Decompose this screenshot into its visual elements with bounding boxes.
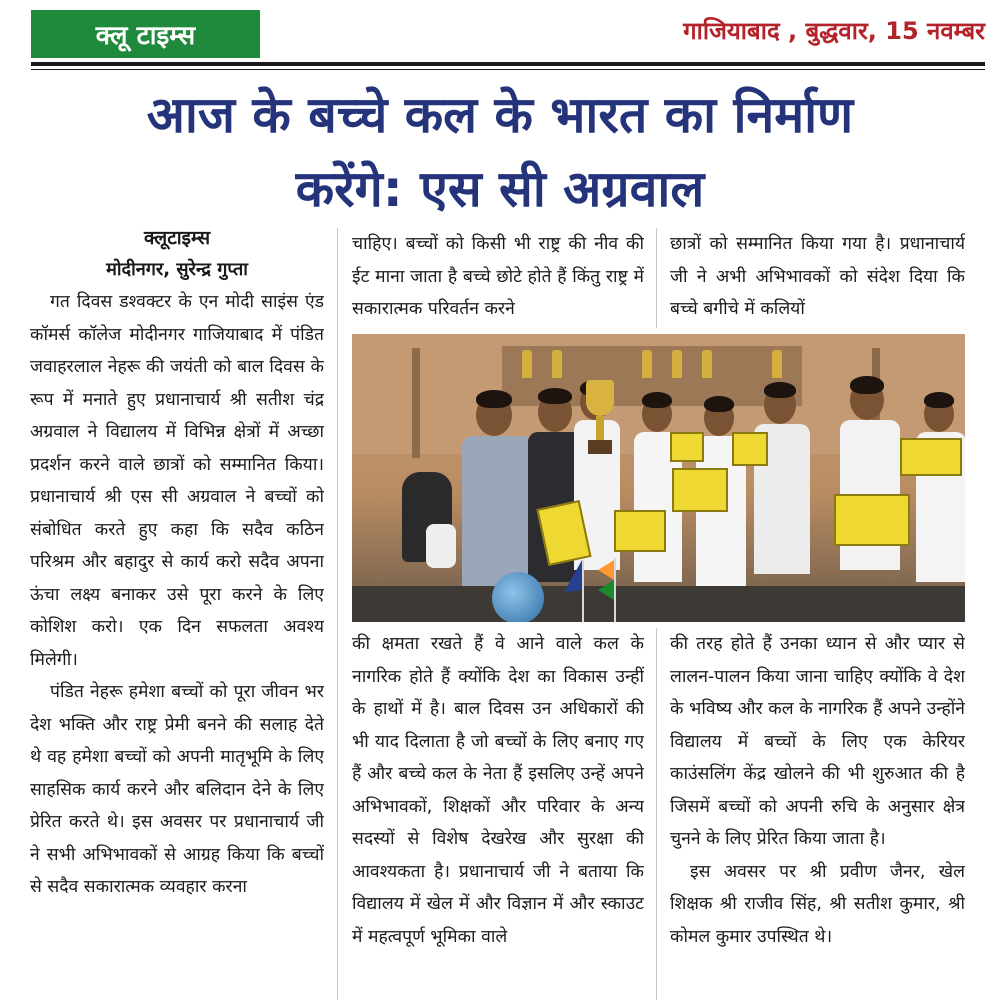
article-paragraph: पंडित नेहरू हमेशा बच्चों को पूरा जीवन भर देश भक्ति और राष्ट्र प्रेमी बनने की सलाह देते थे वह हमेशा बच्चों को अपनी मातृभूमि के लिए साहसिक कार्य करने और बलिदान देने के लिए प्रेरित करते थे। इस अवसर पर प्रधानाचार्य जी ने सभी अभिभावकों से आग्रह किया कि बच्चों से सदैव सकारात्मक व्यवहार करना xyxy=(30,682,324,897)
headline-line-1: आज के बच्चे कल के भारत का निर्माण xyxy=(146,86,854,144)
masthead-brand: क्लू टाइम्स xyxy=(31,10,260,58)
certificate xyxy=(670,432,704,462)
article-paragraph: गत दिवस डश्वक्टर के एन मोदी साइंस एंड कॉमर्स कॉलेज मोदीनगर गाजियाबाद में पंडित जवाहरलाल नेहरू की जयंती को बाल दिवस के रूप में मनाते हुए प्रधानाचार्य श्री सतीश चंद्र अग्रवाल ने विद्यालय में विभिन्न क्षेत्रों में अच्छा प्रदर्शन करने वाले छात्रों को सम्मानित किया। प्रधानाचार्य श्री एस सी अग्रवाल ने बच्चों को संबोधित करते हुए कहा कि सदैव कठिन परिश्रम और बहादुर से कार्य करो सदैव अपना ऊंचा लक्ष्य बनाकर उसे पूरा करने के लिए कोशिश करो। एक दिन सफलता अवश्य मिलेगी। xyxy=(30,292,324,670)
kettle xyxy=(426,524,456,568)
flags-icon xyxy=(562,560,642,610)
certificate xyxy=(900,438,962,476)
trophy-icon xyxy=(702,350,712,378)
byline-place-author: मोदीनगर, सुरेन्द्र गुप्ता xyxy=(106,259,248,280)
column-divider xyxy=(337,228,338,1000)
event-photo xyxy=(352,334,965,622)
certificate xyxy=(614,510,666,552)
byline-source: क्लूटाइम्स xyxy=(143,227,211,249)
certificate xyxy=(732,432,768,466)
article-paragraph: इस अवसर पर श्री प्रवीण जैनर, खेल शिक्षक श्री राजीव सिंह, श्री सतीश कुमार, श्री कोमल कुमार उपस्थित थे। xyxy=(670,861,965,947)
article-paragraph: चाहिए। बच्चों को किसी भी राष्ट्र की नीव की ईट माना जाता है बच्चे छोटे होते हैं किंतु राष्ट्र में सकारात्मक परिवर्तन करने xyxy=(352,234,644,319)
trophy-icon xyxy=(522,350,532,378)
certificate xyxy=(834,494,910,546)
article-column-2-top xyxy=(352,228,644,328)
trophy-icon xyxy=(642,350,652,378)
article-paragraph: छात्रों को सम्मानित किया गया है। प्रधानाचार्य जी ने अभी अभिभावकों को संदेश दिया कि बच्चे बगीचे में कलियों xyxy=(670,234,965,319)
column-divider xyxy=(656,628,657,1000)
globe xyxy=(492,572,544,622)
headline xyxy=(30,78,970,226)
article-paragraph: की तरह होते हैं उनका ध्यान से और प्यार से लालन-पालन किया जाना चाहिए क्योंकि वे देश के भविष्य और कल के नागरिक हैं अपने उन्होंने विद्यालय में बच्चों के लिए एक केरियर काउंसलिंग केंद्र खोलने की भी शुरुआत की है जिसमें बच्चों को अपनी रुचि के अनुसार क्षेत्र चुनने के लिए प्रेरित किया जाता है। xyxy=(670,634,965,849)
article-column-2-bottom xyxy=(352,628,644,1000)
article-paragraph: की क्षमता रखते हैं वे आने वाले कल के नागरिक होते हैं क्योंकि देश का विकास उन्हीं के हाथों में है। बाल दिवस उन अधिकारों की भी याद दिलाता है जो बच्चों के लिए बनाए गए हैं और बच्चे कल के नेता हैं इसलिए उन्हें अपने अभिभावकों, शिक्षकों और परिवार के अन्य सदस्यों से विशेष देखरेख और सुरक्षा की आवश्यकता है। प्रधानाचार्य जी ने बताया कि विद्यालय में खेल में और विज्ञान में और स्काउट में महत्वपूर्ण भूमिका वाले xyxy=(352,634,644,947)
article-column-1 xyxy=(30,222,324,1000)
trophy-icon xyxy=(552,350,562,378)
trophy-icon xyxy=(672,350,682,378)
article-column-3-bottom xyxy=(670,628,965,1000)
photo-wall-panel xyxy=(412,348,420,458)
masthead-rule-thick xyxy=(31,62,985,66)
article-column-3-top xyxy=(670,228,965,328)
dateline: गाजियाबाद , बुद्धवार, 15 नवम्बर xyxy=(683,17,985,45)
headline-line-2: करेंगे: एस सी अग्रवाल xyxy=(295,160,705,218)
masthead-rule-thin xyxy=(31,69,985,70)
certificate xyxy=(672,468,728,512)
trophy-icon xyxy=(586,380,614,456)
column-divider xyxy=(656,228,657,328)
trophy-icon xyxy=(772,350,782,378)
desk xyxy=(352,586,965,622)
